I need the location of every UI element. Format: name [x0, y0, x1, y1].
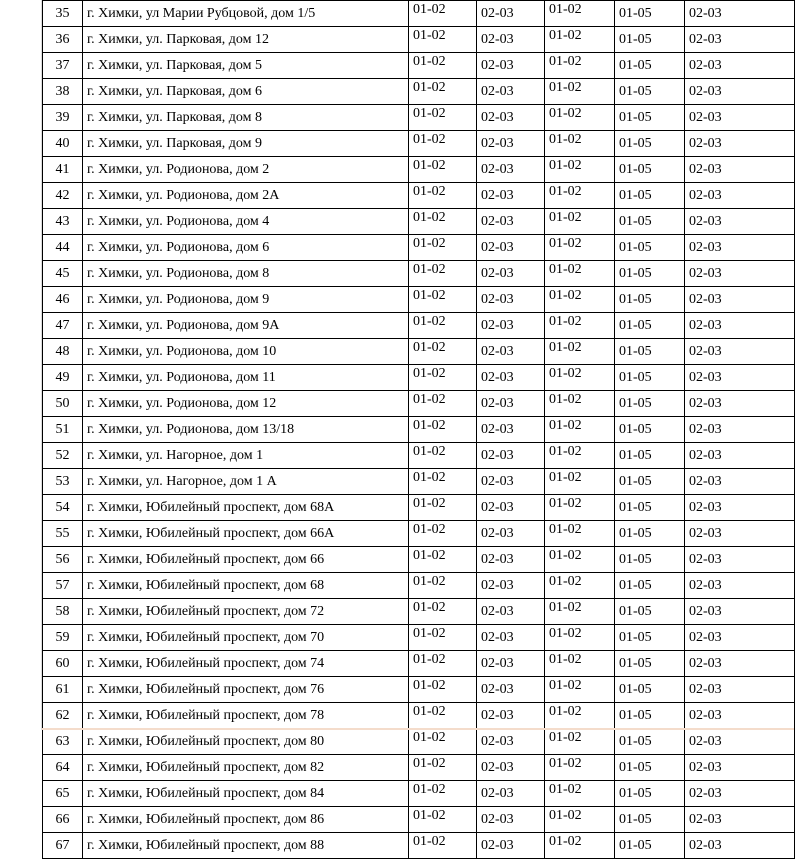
code-cell-5[interactable]: 02-03 — [685, 625, 795, 651]
row-number-cell[interactable]: 41 — [43, 157, 83, 183]
code-cell-3[interactable]: 01-02 — [545, 209, 615, 235]
code-cell-1[interactable]: 01-02 — [409, 755, 477, 781]
code-cell-5[interactable]: 02-03 — [685, 261, 795, 287]
row-number-cell[interactable]: 51 — [43, 417, 83, 443]
row-number-cell[interactable]: 55 — [43, 521, 83, 547]
code-cell-5[interactable]: 02-03 — [685, 703, 795, 729]
code-cell-4[interactable]: 01-05 — [615, 781, 685, 807]
row-number-cell[interactable]: 38 — [43, 79, 83, 105]
code-cell-2[interactable]: 02-03 — [477, 599, 545, 625]
code-cell-1[interactable]: 01-02 — [409, 469, 477, 495]
code-cell-3[interactable]: 01-02 — [545, 235, 615, 261]
code-cell-2[interactable]: 02-03 — [477, 183, 545, 209]
table-row — [43, 599, 795, 625]
address-cell[interactable]: г. Химки, ул. Родионова, дом 9 — [83, 287, 409, 313]
row-number-cell[interactable]: 65 — [43, 781, 83, 807]
code-cell-4[interactable]: 01-05 — [615, 807, 685, 833]
code-cell-4[interactable]: 01-05 — [615, 391, 685, 417]
code-cell-2[interactable]: 02-03 — [477, 677, 545, 703]
code-cell-2[interactable]: 02-03 — [477, 443, 545, 469]
code-cell-1[interactable]: 01-02 — [409, 339, 477, 365]
address-cell[interactable]: г. Химки, Юбилейный проспект, дом 82 — [83, 755, 409, 781]
table-row — [43, 235, 795, 261]
address-cell[interactable]: г. Химки, Юбилейный проспект, дом 66А — [83, 521, 409, 547]
code-cell-4[interactable]: 01-05 — [615, 209, 685, 235]
row-number-cell[interactable]: 45 — [43, 261, 83, 287]
code-cell-4[interactable]: 01-05 — [615, 833, 685, 859]
code-cell-5[interactable]: 02-03 — [685, 729, 795, 755]
code-cell-2[interactable]: 02-03 — [477, 105, 545, 131]
table-row — [43, 339, 795, 365]
code-cell-2[interactable]: 02-03 — [477, 755, 545, 781]
row-number-cell[interactable]: 39 — [43, 105, 83, 131]
table-row — [43, 729, 795, 755]
code-cell-2[interactable]: 02-03 — [477, 1, 545, 27]
code-cell-1[interactable]: 01-02 — [409, 287, 477, 313]
code-cell-4[interactable]: 01-05 — [615, 443, 685, 469]
code-cell-3[interactable]: 01-02 — [545, 833, 615, 859]
address-cell[interactable]: г. Химки, ул. Парковая, дом 5 — [83, 53, 409, 79]
table-row — [43, 27, 795, 53]
address-cell[interactable]: г. Химки, ул. Нагорное, дом 1 А — [83, 469, 409, 495]
code-cell-2[interactable]: 02-03 — [477, 261, 545, 287]
code-cell-2[interactable]: 02-03 — [477, 651, 545, 677]
code-cell-3[interactable]: 01-02 — [545, 157, 615, 183]
code-cell-3[interactable]: 01-02 — [545, 651, 615, 677]
row-number-cell[interactable]: 53 — [43, 469, 83, 495]
code-cell-4[interactable]: 01-05 — [615, 131, 685, 157]
row-number-cell[interactable]: 36 — [43, 27, 83, 53]
table-row — [43, 677, 795, 703]
code-cell-2[interactable]: 02-03 — [477, 807, 545, 833]
address-table — [42, 0, 795, 859]
table-row — [43, 365, 795, 391]
code-cell-4[interactable]: 01-05 — [615, 755, 685, 781]
table-row — [43, 417, 795, 443]
code-cell-2[interactable]: 02-03 — [477, 833, 545, 859]
code-cell-2[interactable]: 02-03 — [477, 521, 545, 547]
row-number-cell[interactable]: 47 — [43, 313, 83, 339]
code-cell-4[interactable]: 01-05 — [615, 53, 685, 79]
code-cell-4[interactable]: 01-05 — [615, 703, 685, 729]
address-cell[interactable]: г. Химки, ул. Родионова, дом 6 — [83, 235, 409, 261]
table-row — [43, 79, 795, 105]
row-number-cell[interactable]: 40 — [43, 131, 83, 157]
code-cell-2[interactable]: 02-03 — [477, 729, 545, 755]
table-row — [43, 105, 795, 131]
code-cell-5[interactable]: 02-03 — [685, 313, 795, 339]
code-cell-2[interactable]: 02-03 — [477, 79, 545, 105]
address-cell[interactable]: г. Химки, Юбилейный проспект, дом 74 — [83, 651, 409, 677]
code-cell-3[interactable]: 01-02 — [545, 521, 615, 547]
table-row — [43, 547, 795, 573]
code-cell-5[interactable]: 02-03 — [685, 1, 795, 27]
code-cell-1[interactable]: 01-02 — [409, 677, 477, 703]
code-cell-4[interactable]: 01-05 — [615, 79, 685, 105]
code-cell-1[interactable]: 01-02 — [409, 27, 477, 53]
code-cell-4[interactable]: 01-05 — [615, 573, 685, 599]
code-cell-4[interactable]: 01-05 — [615, 495, 685, 521]
code-cell-1[interactable]: 01-02 — [409, 703, 477, 729]
code-cell-3[interactable]: 01-02 — [545, 443, 615, 469]
code-cell-2[interactable]: 02-03 — [477, 313, 545, 339]
address-cell[interactable]: г. Химки, Юбилейный проспект, дом 86 — [83, 807, 409, 833]
code-cell-3[interactable]: 01-02 — [545, 339, 615, 365]
row-number-cell[interactable]: 46 — [43, 287, 83, 313]
code-cell-5[interactable]: 02-03 — [685, 339, 795, 365]
address-cell[interactable]: г. Химки, Юбилейный проспект, дом 80 — [83, 729, 409, 755]
code-cell-3[interactable]: 01-02 — [545, 105, 615, 131]
address-cell[interactable]: г. Химки, ул. Родионова, дом 12 — [83, 391, 409, 417]
row-number-cell[interactable]: 64 — [43, 755, 83, 781]
code-cell-2[interactable]: 02-03 — [477, 209, 545, 235]
table-row — [43, 833, 795, 859]
address-cell[interactable]: г. Химки, Юбилейный проспект, дом 70 — [83, 625, 409, 651]
code-cell-4[interactable]: 01-05 — [615, 729, 685, 755]
code-cell-1[interactable]: 01-02 — [409, 833, 477, 859]
code-cell-3[interactable]: 01-02 — [545, 625, 615, 651]
code-cell-2[interactable]: 02-03 — [477, 157, 545, 183]
table-row — [43, 807, 795, 833]
code-cell-1[interactable]: 01-02 — [409, 651, 477, 677]
table-row — [43, 1, 795, 27]
code-cell-2[interactable]: 02-03 — [477, 391, 545, 417]
table-row — [43, 495, 795, 521]
code-cell-2[interactable]: 02-03 — [477, 703, 545, 729]
code-cell-5[interactable]: 02-03 — [685, 599, 795, 625]
code-cell-4[interactable]: 01-05 — [615, 469, 685, 495]
table-row — [43, 183, 795, 209]
table-row — [43, 443, 795, 469]
code-cell-5[interactable]: 02-03 — [685, 521, 795, 547]
code-cell-4[interactable]: 01-05 — [615, 261, 685, 287]
row-number-cell[interactable]: 57 — [43, 573, 83, 599]
table-row — [43, 261, 795, 287]
code-cell-3[interactable]: 01-02 — [545, 729, 615, 755]
code-cell-5[interactable]: 02-03 — [685, 781, 795, 807]
code-cell-1[interactable]: 01-02 — [409, 53, 477, 79]
code-cell-3[interactable]: 01-02 — [545, 469, 615, 495]
table-row — [43, 573, 795, 599]
code-cell-5[interactable]: 02-03 — [685, 547, 795, 573]
code-cell-1[interactable]: 01-02 — [409, 443, 477, 469]
code-cell-1[interactable]: 01-02 — [409, 625, 477, 651]
code-cell-5[interactable]: 02-03 — [685, 677, 795, 703]
code-cell-3[interactable]: 01-02 — [545, 365, 615, 391]
code-cell-1[interactable]: 01-02 — [409, 261, 477, 287]
code-cell-3[interactable]: 01-02 — [545, 807, 615, 833]
address-cell[interactable]: г. Химки, ул. Родионова, дом 8 — [83, 261, 409, 287]
code-cell-3[interactable]: 01-02 — [545, 79, 615, 105]
address-cell[interactable]: г. Химки, ул. Парковая, дом 6 — [83, 79, 409, 105]
code-cell-5[interactable]: 02-03 — [685, 79, 795, 105]
code-cell-1[interactable]: 01-02 — [409, 391, 477, 417]
code-cell-4[interactable]: 01-05 — [615, 339, 685, 365]
table-row — [43, 521, 795, 547]
code-cell-1[interactable]: 01-02 — [409, 157, 477, 183]
code-cell-4[interactable]: 01-05 — [615, 651, 685, 677]
address-cell[interactable]: г. Химки, Юбилейный проспект, дом 68А — [83, 495, 409, 521]
code-cell-4[interactable]: 01-05 — [615, 27, 685, 53]
code-cell-4[interactable]: 01-05 — [615, 521, 685, 547]
code-cell-1[interactable]: 01-02 — [409, 313, 477, 339]
code-cell-2[interactable]: 02-03 — [477, 53, 545, 79]
code-cell-2[interactable]: 02-03 — [477, 27, 545, 53]
code-cell-3[interactable]: 01-02 — [545, 391, 615, 417]
code-cell-3[interactable]: 01-02 — [545, 573, 615, 599]
row-number-cell[interactable]: 48 — [43, 339, 83, 365]
code-cell-1[interactable]: 01-02 — [409, 105, 477, 131]
code-cell-1[interactable]: 01-02 — [409, 495, 477, 521]
code-cell-4[interactable]: 01-05 — [615, 287, 685, 313]
row-number-cell[interactable]: 66 — [43, 807, 83, 833]
code-cell-3[interactable]: 01-02 — [545, 27, 615, 53]
code-cell-1[interactable]: 01-02 — [409, 781, 477, 807]
table-row — [43, 313, 795, 339]
address-cell[interactable]: г. Химки, ул. Родионова, дом 4 — [83, 209, 409, 235]
address-cell[interactable]: г. Химки, ул. Парковая, дом 9 — [83, 131, 409, 157]
code-cell-5[interactable]: 02-03 — [685, 417, 795, 443]
code-cell-5[interactable]: 02-03 — [685, 53, 795, 79]
code-cell-2[interactable]: 02-03 — [477, 365, 545, 391]
table-row — [43, 391, 795, 417]
code-cell-3[interactable]: 01-02 — [545, 183, 615, 209]
code-cell-1[interactable]: 01-02 — [409, 235, 477, 261]
selection-highlight — [42, 728, 794, 730]
code-cell-5[interactable]: 02-03 — [685, 183, 795, 209]
code-cell-4[interactable]: 01-05 — [615, 235, 685, 261]
address-cell[interactable]: г. Химки, ул. Родионова, дом 2А — [83, 183, 409, 209]
table-row — [43, 287, 795, 313]
address-cell[interactable]: г. Химки, Юбилейный проспект, дом 66 — [83, 547, 409, 573]
address-cell[interactable]: г. Химки, Юбилейный проспект, дом 72 — [83, 599, 409, 625]
row-number-cell[interactable]: 60 — [43, 651, 83, 677]
row-number-cell[interactable]: 67 — [43, 833, 83, 859]
code-cell-2[interactable]: 02-03 — [477, 235, 545, 261]
code-cell-3[interactable]: 01-02 — [545, 547, 615, 573]
row-number-cell[interactable]: 63 — [43, 729, 83, 755]
code-cell-3[interactable]: 01-02 — [545, 755, 615, 781]
code-cell-3[interactable]: 01-02 — [545, 677, 615, 703]
code-cell-4[interactable]: 01-05 — [615, 1, 685, 27]
code-cell-1[interactable]: 01-02 — [409, 599, 477, 625]
table-row — [43, 703, 795, 729]
address-cell[interactable]: г. Химки, ул. Нагорное, дом 1 — [83, 443, 409, 469]
row-number-cell[interactable]: 62 — [43, 703, 83, 729]
code-cell-4[interactable]: 01-05 — [615, 677, 685, 703]
code-cell-3[interactable]: 01-02 — [545, 53, 615, 79]
code-cell-1[interactable]: 01-02 — [409, 365, 477, 391]
code-cell-5[interactable]: 02-03 — [685, 755, 795, 781]
code-cell-3[interactable]: 01-02 — [545, 261, 615, 287]
table-row — [43, 469, 795, 495]
row-number-cell[interactable]: 43 — [43, 209, 83, 235]
row-number-cell[interactable]: 42 — [43, 183, 83, 209]
address-cell[interactable]: г. Химки, ул Марии Рубцовой, дом 1/5 — [83, 1, 409, 27]
address-cell[interactable]: г. Химки, Юбилейный проспект, дом 76 — [83, 677, 409, 703]
code-cell-5[interactable]: 02-03 — [685, 833, 795, 859]
address-cell[interactable]: г. Химки, ул. Парковая, дом 12 — [83, 27, 409, 53]
code-cell-3[interactable]: 01-02 — [545, 599, 615, 625]
code-cell-3[interactable]: 01-02 — [545, 1, 615, 27]
code-cell-4[interactable]: 01-05 — [615, 417, 685, 443]
code-cell-2[interactable]: 02-03 — [477, 573, 545, 599]
code-cell-5[interactable]: 02-03 — [685, 157, 795, 183]
table-row — [43, 157, 795, 183]
code-cell-5[interactable]: 02-03 — [685, 651, 795, 677]
table-row — [43, 53, 795, 79]
code-cell-1[interactable]: 01-02 — [409, 131, 477, 157]
row-number-cell[interactable]: 52 — [43, 443, 83, 469]
table-row — [43, 781, 795, 807]
code-cell-5[interactable]: 02-03 — [685, 469, 795, 495]
code-cell-1[interactable]: 01-02 — [409, 417, 477, 443]
code-cell-1[interactable]: 01-02 — [409, 521, 477, 547]
address-cell[interactable]: г. Химки, Юбилейный проспект, дом 84 — [83, 781, 409, 807]
code-cell-1[interactable]: 01-02 — [409, 807, 477, 833]
code-cell-3[interactable]: 01-02 — [545, 313, 615, 339]
address-cell[interactable]: г. Химки, ул. Парковая, дом 8 — [83, 105, 409, 131]
address-cell[interactable]: г. Химки, Юбилейный проспект, дом 78 — [83, 703, 409, 729]
code-cell-5[interactable]: 02-03 — [685, 573, 795, 599]
code-cell-1[interactable]: 01-02 — [409, 729, 477, 755]
code-cell-2[interactable]: 02-03 — [477, 547, 545, 573]
code-cell-3[interactable]: 01-02 — [545, 781, 615, 807]
address-cell[interactable]: г. Химки, ул. Родионова, дом 2 — [83, 157, 409, 183]
table-row — [43, 131, 795, 157]
table-row — [43, 755, 795, 781]
code-cell-4[interactable]: 01-05 — [615, 157, 685, 183]
address-cell[interactable]: г. Химки, ул. Родионова, дом 9А — [83, 313, 409, 339]
row-number-cell[interactable]: 44 — [43, 235, 83, 261]
code-cell-1[interactable]: 01-02 — [409, 183, 477, 209]
code-cell-5[interactable]: 02-03 — [685, 391, 795, 417]
code-cell-4[interactable]: 01-05 — [615, 105, 685, 131]
table-row — [43, 209, 795, 235]
code-cell-5[interactable]: 02-03 — [685, 365, 795, 391]
code-cell-5[interactable]: 02-03 — [685, 443, 795, 469]
address-cell[interactable]: г. Химки, ул. Родионова, дом 11 — [83, 365, 409, 391]
code-cell-5[interactable]: 02-03 — [685, 495, 795, 521]
code-cell-1[interactable]: 01-02 — [409, 209, 477, 235]
code-cell-1[interactable]: 01-02 — [409, 1, 477, 27]
code-cell-3[interactable]: 01-02 — [545, 495, 615, 521]
row-number-cell[interactable]: 59 — [43, 625, 83, 651]
code-cell-2[interactable]: 02-03 — [477, 131, 545, 157]
code-cell-1[interactable]: 01-02 — [409, 573, 477, 599]
table-row — [43, 625, 795, 651]
code-cell-5[interactable]: 02-03 — [685, 235, 795, 261]
code-cell-1[interactable]: 01-02 — [409, 79, 477, 105]
row-number-cell[interactable]: 54 — [43, 495, 83, 521]
code-cell-3[interactable]: 01-02 — [545, 131, 615, 157]
code-cell-4[interactable]: 01-05 — [615, 625, 685, 651]
address-cell[interactable]: г. Химки, ул. Родионова, дом 10 — [83, 339, 409, 365]
row-number-cell[interactable]: 56 — [43, 547, 83, 573]
row-number-cell[interactable]: 58 — [43, 599, 83, 625]
address-cell[interactable]: г. Химки, Юбилейный проспект, дом 88 — [83, 833, 409, 859]
code-cell-4[interactable]: 01-05 — [615, 365, 685, 391]
code-cell-5[interactable]: 02-03 — [685, 807, 795, 833]
row-number-cell[interactable]: 35 — [43, 1, 83, 27]
code-cell-5[interactable]: 02-03 — [685, 209, 795, 235]
table-row — [43, 651, 795, 677]
row-number-cell[interactable]: 49 — [43, 365, 83, 391]
code-cell-1[interactable]: 01-02 — [409, 547, 477, 573]
empty-column-a[interactable] — [0, 0, 42, 730]
code-cell-5[interactable]: 02-03 — [685, 27, 795, 53]
code-cell-2[interactable]: 02-03 — [477, 469, 545, 495]
code-cell-4[interactable]: 01-05 — [615, 599, 685, 625]
code-cell-2[interactable]: 02-03 — [477, 417, 545, 443]
code-cell-2[interactable]: 02-03 — [477, 781, 545, 807]
code-cell-2[interactable]: 02-03 — [477, 495, 545, 521]
code-cell-3[interactable]: 01-02 — [545, 703, 615, 729]
code-cell-2[interactable]: 02-03 — [477, 625, 545, 651]
code-cell-2[interactable]: 02-03 — [477, 339, 545, 365]
code-cell-4[interactable]: 01-05 — [615, 183, 685, 209]
code-cell-4[interactable]: 01-05 — [615, 313, 685, 339]
code-cell-3[interactable]: 01-02 — [545, 417, 615, 443]
code-cell-3[interactable]: 01-02 — [545, 287, 615, 313]
code-cell-5[interactable]: 02-03 — [685, 131, 795, 157]
row-number-cell[interactable]: 61 — [43, 677, 83, 703]
row-number-cell[interactable]: 50 — [43, 391, 83, 417]
code-cell-5[interactable]: 02-03 — [685, 105, 795, 131]
address-cell[interactable]: г. Химки, Юбилейный проспект, дом 68 — [83, 573, 409, 599]
code-cell-2[interactable]: 02-03 — [477, 287, 545, 313]
row-number-cell[interactable]: 37 — [43, 53, 83, 79]
code-cell-5[interactable]: 02-03 — [685, 287, 795, 313]
address-cell[interactable]: г. Химки, ул. Родионова, дом 13/18 — [83, 417, 409, 443]
code-cell-4[interactable]: 01-05 — [615, 547, 685, 573]
